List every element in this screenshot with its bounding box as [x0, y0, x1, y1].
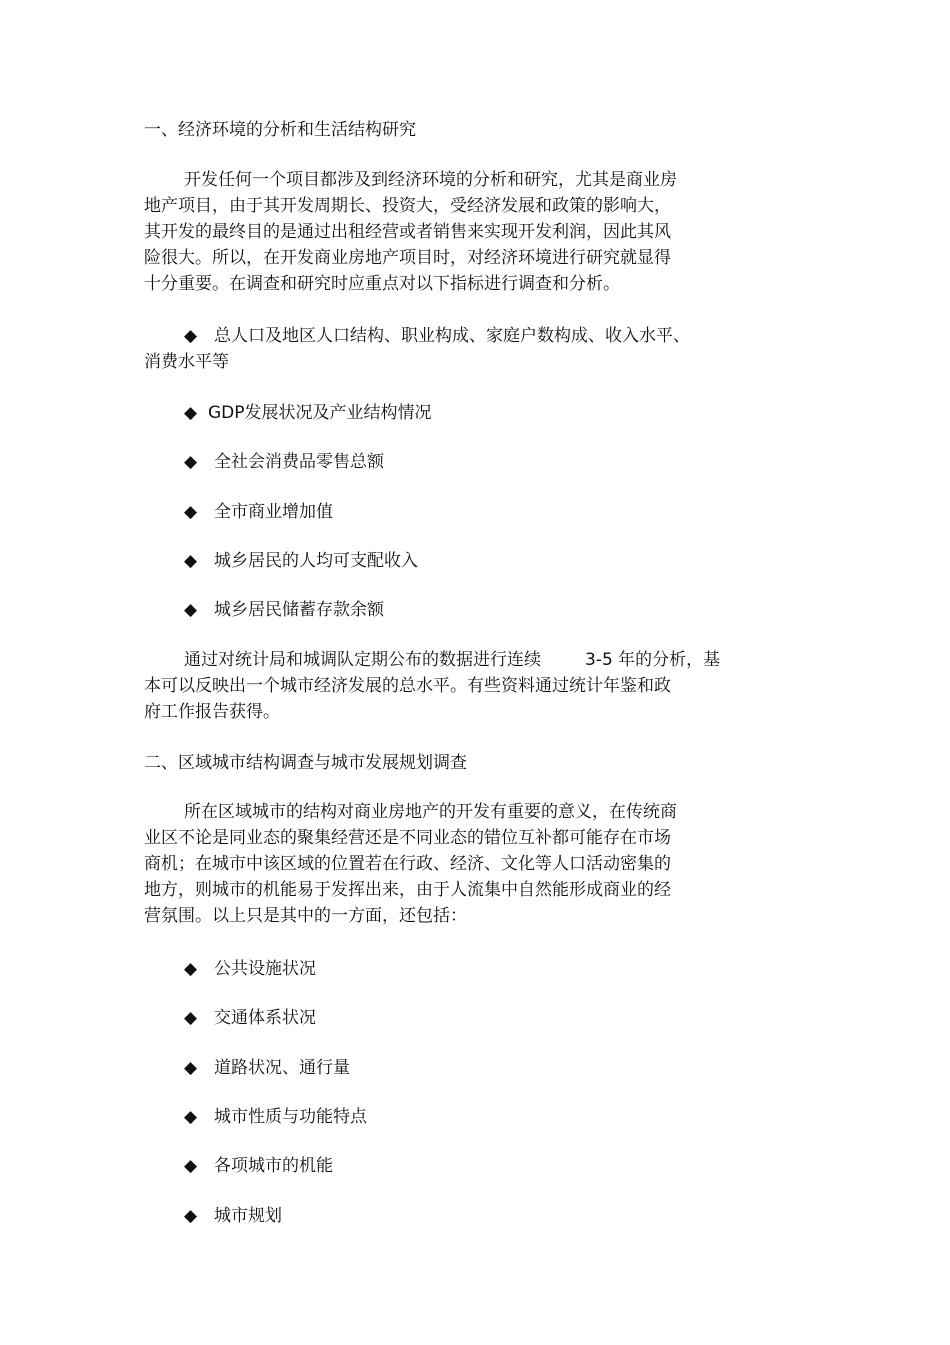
- bullet-item-transport-system: [184, 1005, 316, 1031]
- paragraph-line: 所在区域城市的结构对商业房地产的开发有重要的意义，在传统商: [184, 802, 677, 822]
- diamond-bullet-icon: ◆: [184, 452, 198, 472]
- diamond-bullet-icon: ◆: [184, 551, 198, 571]
- paragraph-line: 业区不论是同业态的聚集经营还是不同业态的错位互补都可能存在市场: [144, 828, 671, 848]
- paragraph-line: 本可以反映出一个城市经济发展的总水平。有些资料通过统计年鉴和政: [144, 676, 671, 696]
- diamond-bullet-icon: ◆: [184, 403, 198, 423]
- bullet-text: 交通体系状况: [214, 1008, 316, 1028]
- paragraph-line: 通过对统计局和城调队定期公布的数据进行连续 3-5 年的分析，基: [184, 650, 721, 670]
- bullet-text-continued: 消费水平等: [144, 352, 229, 372]
- diamond-bullet-icon: ◆: [184, 1008, 198, 1028]
- paragraph-line: 商机；在城市中该区域的位置若在行政、经济、文化等人口活动密集的: [144, 854, 671, 874]
- diamond-bullet-icon: ◆: [184, 1058, 198, 1078]
- bullet-item-city-mechanisms: [184, 1153, 333, 1179]
- bullet-item-retail-sales: [184, 449, 384, 475]
- bullet-item-public-facilities: [184, 956, 316, 982]
- bullet-text: 城乡居民储蓄存款余额: [214, 600, 384, 620]
- diamond-bullet-icon: ◆: [184, 1206, 198, 1226]
- bullet-item-savings: [184, 597, 384, 623]
- paragraph-line: 地方，则城市的机能易于发挥出来，由于人流集中自然能形成商业的经: [144, 880, 671, 900]
- diamond-bullet-icon: ◆: [184, 1156, 198, 1176]
- paragraph-line: 其开发的最终目的是通过出租经营或者销售来实现开发利润，因此其风: [144, 222, 671, 242]
- paragraph-line: 地产项目，由于其开发周期长、投资大，受经济发展和政策的影响大，: [144, 196, 671, 216]
- paragraph-line: 府工作报告获得。: [144, 702, 280, 722]
- bullet-text: 城乡居民的人均可支配收入: [214, 551, 418, 571]
- bullet-item-road-traffic: [184, 1055, 350, 1081]
- diamond-bullet-icon: ◆: [184, 959, 198, 979]
- bullet-text: 公共设施状况: [214, 959, 316, 979]
- bullet-item-disposable-income: [184, 548, 418, 574]
- bullet-text: 全社会消费品零售总额: [214, 452, 384, 472]
- bullet-item-city-function: [184, 1104, 367, 1130]
- bullet-item-population: [144, 323, 690, 375]
- bullet-item-city-planning: [184, 1203, 282, 1229]
- paragraph-line: 营氛围。以上只是其中的一方面，还包括：: [144, 906, 467, 926]
- paragraph-urban-structure: [144, 799, 784, 929]
- diamond-bullet-icon: ◆: [184, 1107, 198, 1127]
- diamond-bullet-icon: ◆: [184, 326, 198, 346]
- paragraph-economic-intro: [144, 167, 784, 297]
- bullet-text: 道路状况、通行量: [214, 1058, 350, 1078]
- section-heading-economic: 一、经济环境的分析和生活结构研究: [144, 120, 416, 140]
- bullet-text: 各项城市的机能: [214, 1156, 333, 1176]
- paragraph-line: 十分重要。在调查和研究时应重点对以下指标进行调查和分析。: [144, 274, 620, 294]
- bullet-item-commerce-value: [184, 499, 333, 525]
- bullet-text: GDP发展状况及产业结构情况: [208, 403, 432, 423]
- diamond-bullet-icon: ◆: [184, 502, 198, 522]
- bullet-item-gdp: [184, 400, 432, 426]
- diamond-bullet-icon: ◆: [184, 600, 198, 620]
- bullet-text: 全市商业增加值: [214, 502, 333, 522]
- section-heading-urban-structure: 二、区域城市结构调查与城市发展规划调查: [144, 753, 467, 773]
- paragraph-statistics: [144, 647, 784, 725]
- bullet-text: 城市性质与功能特点: [214, 1107, 367, 1127]
- bullet-text: 城市规划: [214, 1206, 282, 1226]
- paragraph-line: 开发任何一个项目都涉及到经济环境的分析和研究，尤其是商业房: [184, 170, 677, 190]
- bullet-text: 总人口及地区人口结构、职业构成、家庭户数构成、收入水平、: [214, 326, 690, 346]
- paragraph-line: 险很大。所以，在开发商业房地产项目时，对经济环境进行研究就显得: [144, 248, 671, 268]
